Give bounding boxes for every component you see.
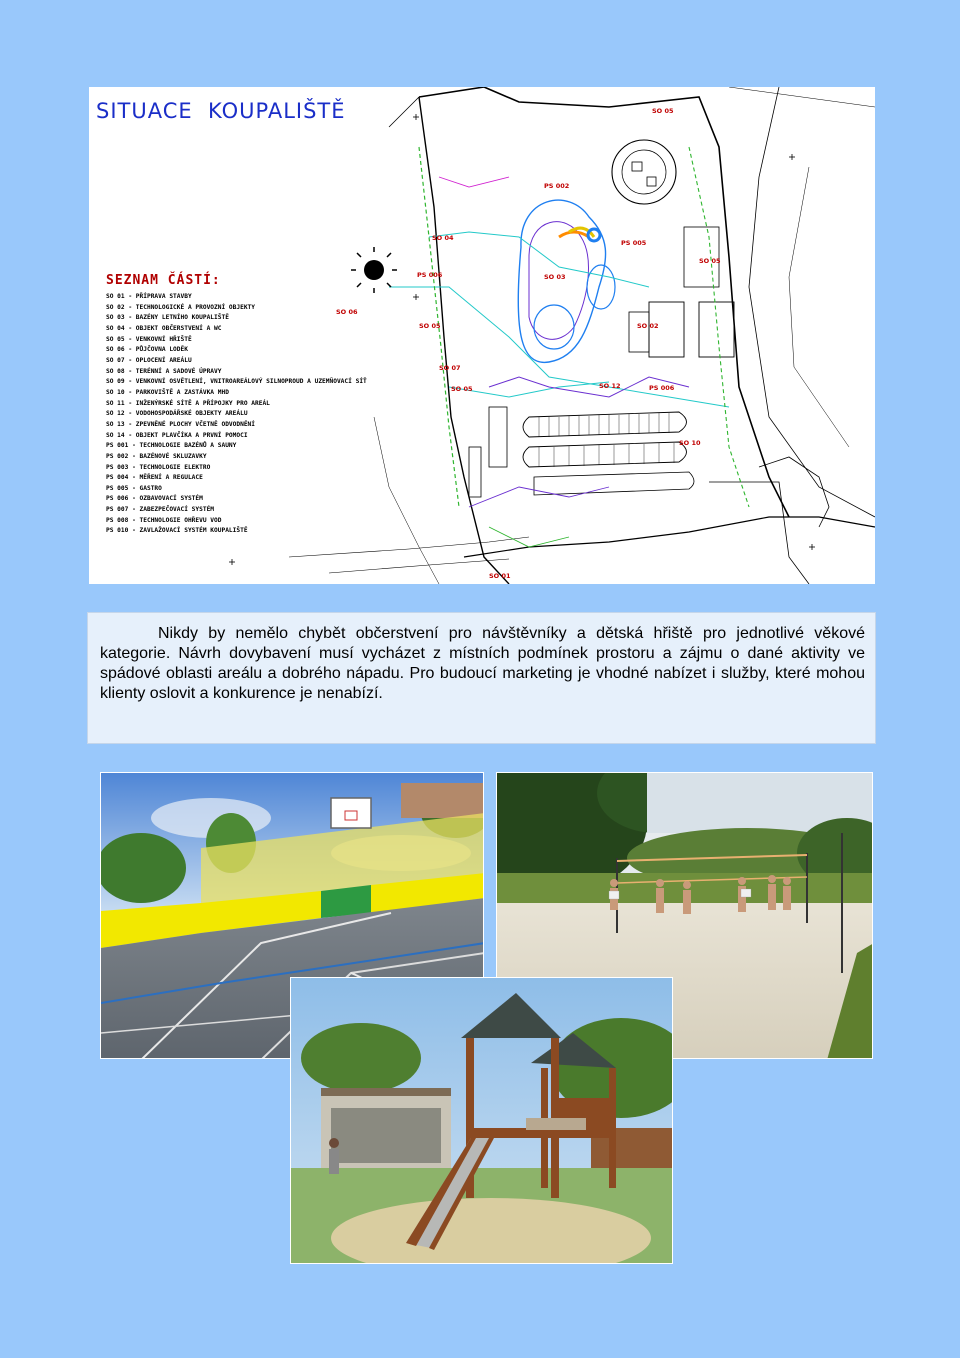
map-label: SO 05 — [419, 322, 441, 330]
map-label: SO 03 — [544, 273, 566, 281]
description-textbox — [87, 612, 876, 744]
map-label: SO 05 — [652, 107, 674, 115]
map-label: SO 07 — [439, 364, 461, 372]
map-label: PS 002 — [544, 182, 570, 190]
legend-item: SO 09 - VENKOVNÍ OSVĚTLENÍ, VNITROAREÁLOVÝ SILNOPROUD A UZEMŇOVACÍ SÍŤ — [106, 378, 367, 386]
legend-item: SO 05 - VENKOVNÍ HŘIŠTĚ — [106, 335, 192, 343]
legend-item: SO 01 - PŘÍPRAVA STAVBY — [106, 293, 192, 300]
map-label: SO 06 — [336, 308, 358, 316]
map-label: SO 05 — [451, 385, 473, 393]
legend-item: PS 003 - TECHNOLOGIE ELEKTRO — [106, 463, 211, 471]
legend-item: SO 02 - TECHNOLOGICKÉ A PROVOZNÍ OBJEKTY — [106, 303, 256, 311]
legend-item: PS 005 - GASTRO — [106, 484, 162, 492]
legend-title: SEZNAM ČÁSTÍ: — [106, 273, 221, 288]
legend-item: PS 001 - TECHNOLOGIE BAZÉNŮ A SAUNY — [106, 442, 237, 450]
legend-item: SO 13 - ZPEVNĚNÉ PLOCHY VČETNĚ ODVODNĚNÍ — [106, 420, 256, 428]
legend-item: SO 10 - PARKOVIŠTĚ A ZASTÁVKA MHD — [106, 388, 229, 396]
legend-item: PS 006 - OZBAVOVACÍ SYSTÉM — [106, 495, 203, 503]
map-label: SO 10 — [679, 439, 701, 447]
map-label: PS 006 — [649, 384, 675, 392]
legend-item: PS 004 - MĚŘENÍ A REGULACE — [106, 474, 203, 482]
site-plan-drawing — [89, 87, 875, 584]
legend-item: PS 007 - ZABEZPEČOVACÍ SYSTÉM — [106, 506, 215, 514]
map-label: SO 04 — [432, 234, 454, 242]
legend-item: SO 07 - OPLOCENÍ AREÁLU — [106, 356, 192, 364]
map-label: SO 05 — [699, 257, 721, 265]
description-paragraph: Nikdy by nemělo chybět občerstvení pro návštěvníky a dětská hřiště pro jednotlivé věkové kategorie. Návrh dovybavení musí vycházet z místních podmínek prostoru a zájmu o dané aktivity ve spádové oblasti areálu a dobrého nápadu. Pro budoucí marketing je vhodné nabízet i služby, které mohou klienty oslovit a konkurence je nenabízí. — [100, 625, 865, 702]
legend-item: SO 06 - PŮJČOVNA LODĚK — [106, 346, 188, 354]
legend-item: SO 03 - BAZÉNY LETNÍHO KOUPALIŠTĚ — [106, 314, 229, 322]
plan-title: SITUACE KOUPALIŠTĚ — [96, 99, 346, 123]
map-label: PS 005 — [621, 239, 647, 247]
legend-item: SO 14 - OBJEKT PLAVČÍKA A PRVNÍ POMOCI — [106, 431, 248, 439]
map-label: SO 02 — [637, 322, 659, 330]
legend-item: PS 010 - ZAVLAŽOVACÍ SYSTÉM KOUPALIŠTĚ — [106, 527, 248, 535]
map-label: PS 006 — [417, 271, 443, 279]
legend-item: SO 12 - VODOHOSPODÁŘSKÉ OBJEKTY AREÁLU — [106, 410, 248, 418]
map-label: SO 12 — [599, 382, 621, 390]
legend-item: SO 08 - TERÉNNÍ A SADOVÉ ÚPRAVY — [106, 367, 222, 375]
map-label: SO 01 — [489, 572, 511, 580]
legend-item: SO 11 - INŽENÝRSKÉ SÍTĚ A PŘÍPOJKY PRO AREÁL — [106, 399, 270, 407]
legend-item: PS 008 - TECHNOLOGIE OHŘEVU VOD — [106, 516, 222, 524]
playground-photo — [290, 977, 673, 1264]
legend-item: SO 04 - OBJEKT OBČERSTVENÍ A WC — [106, 324, 222, 332]
legend-item: PS 002 - BAZÉNOVÉ SKLUZAVKY — [106, 452, 207, 460]
